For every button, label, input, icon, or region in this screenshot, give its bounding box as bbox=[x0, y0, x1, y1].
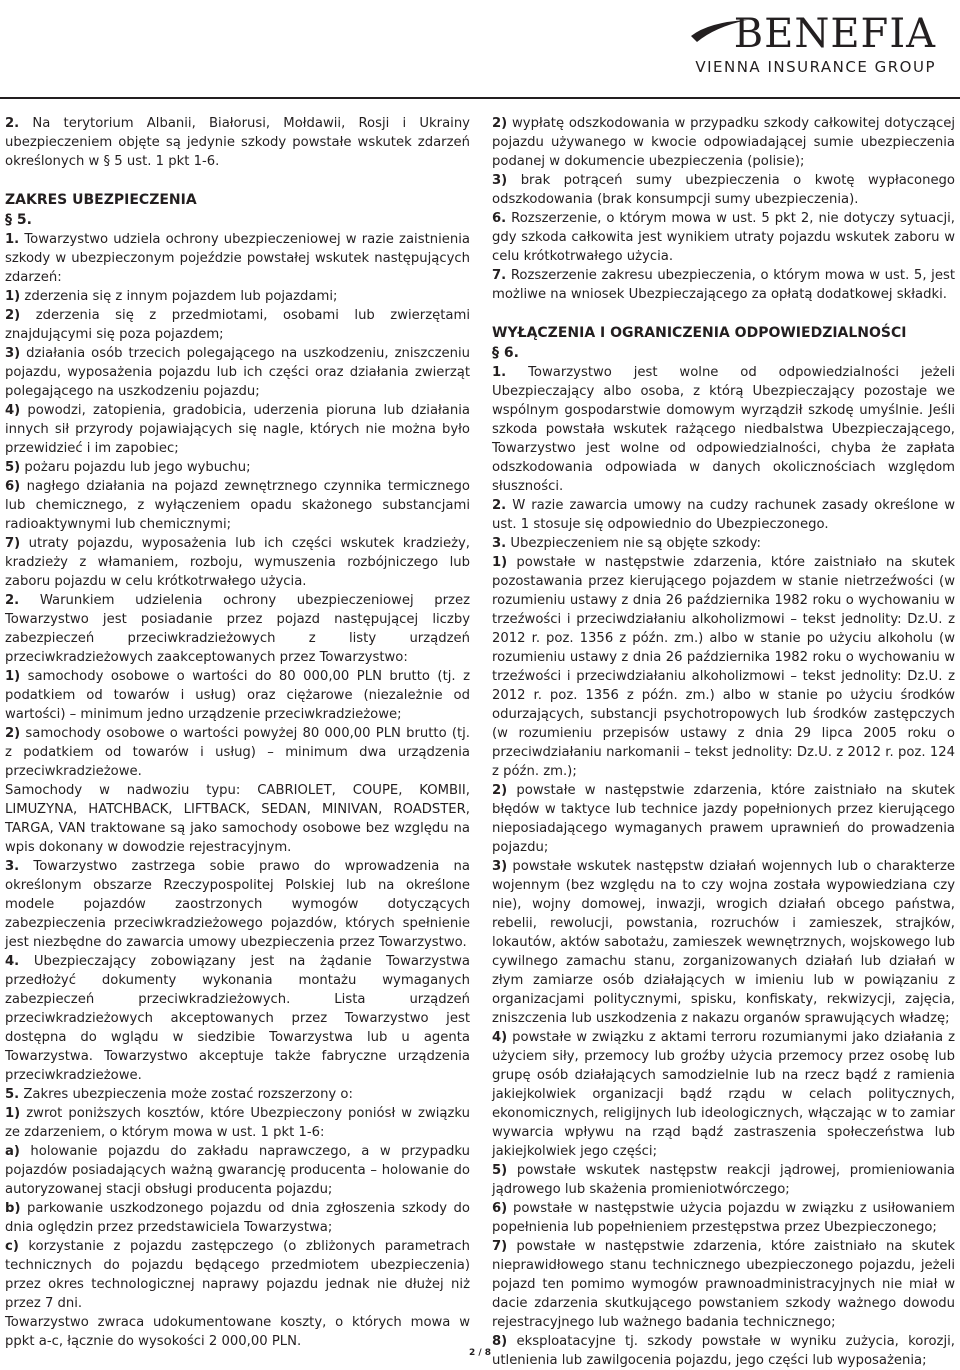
clause-text: zderzenia się z innym pojazdem lub pojazdami; bbox=[20, 289, 338, 304]
clause-paragraph bbox=[492, 209, 955, 266]
clause-number: 2) bbox=[5, 308, 21, 323]
clause-text: W razie zawarcia umowy na cudzy rachunek zasady określone w ust. 1 stosuje się odpowiednio do Ubezpieczonego. bbox=[492, 498, 955, 532]
clause-number: 2) bbox=[492, 116, 508, 131]
clause-text: powstałe w następstwie zdarzenia, które zaistniało na skutek nieprawidłowego stanu technicznego ubezpieczonego pojazdu, jeżeli pojazd ten pomimo wymogów prawnoadministracyjnych nie miał w dacie zdarzenia skutkującego powstaniem szkody ważnego dowodu rejestracyjnego lub ważnego badania technicznego; bbox=[492, 1239, 955, 1330]
clause-number: b) bbox=[5, 1201, 21, 1216]
clause-paragraph bbox=[5, 114, 470, 171]
clause-text: Ubezpieczający zobowiązany jest na żądanie Towarzystwa przedłożyć dokumenty wykonania montażu wymaganych zabezpieczeń przeciwkradzieżowych. Lista urządzeń przeciwkradzieżowych akceptowanych przez Towarzystwo jest dostępna do wglądu w siedzibie Towarzystwa lub u agenta Towarzystwa. Towarzystwo akceptuje także fabryczne urządzenia przeciwkradzieżowe. bbox=[5, 954, 470, 1083]
clause-number: 3) bbox=[492, 173, 508, 188]
clause-paragraph bbox=[5, 952, 470, 1085]
left-column bbox=[5, 114, 470, 1351]
clause-number: 7) bbox=[5, 536, 21, 551]
brand-logo bbox=[695, 12, 936, 76]
section-heading: ZAKRES UBEZPIECZENIA bbox=[5, 192, 197, 208]
clause-number: 1. bbox=[5, 232, 20, 247]
brand-subtitle: VIENNA INSURANCE GROUP bbox=[695, 58, 936, 76]
clause-paragraph bbox=[5, 667, 470, 724]
brand-name: BENEFIA bbox=[733, 11, 936, 57]
clause-paragraph bbox=[5, 306, 470, 344]
clause-paragraph bbox=[5, 1237, 470, 1313]
clause-number: 8) bbox=[492, 1334, 508, 1349]
clause-text: zderzenia się z przedmiotami, osobami lub zwierzętami znajdującymi się poza pojazdem; bbox=[5, 308, 470, 342]
clause-paragraph bbox=[5, 591, 470, 667]
right-column bbox=[492, 114, 955, 1370]
clause-number: 1) bbox=[5, 669, 21, 684]
clause-number: c) bbox=[5, 1239, 19, 1254]
clause-paragraph bbox=[492, 114, 955, 171]
clause-paragraph bbox=[492, 171, 955, 209]
clause-text: Zakres ubezpieczenia może zostać rozszerzony o: bbox=[19, 1087, 353, 1102]
spacer bbox=[5, 171, 470, 190]
clause-number: 1) bbox=[5, 289, 21, 304]
clause-paragraph bbox=[5, 534, 470, 591]
clause-paragraph bbox=[492, 534, 955, 553]
clause-text: Towarzystwo zwraca udokumentowane koszty, o których mowa w ppkt a-c, łącznie do wysokości 2 000,00 PLN. bbox=[5, 1315, 470, 1349]
clause-paragraph bbox=[5, 1142, 470, 1199]
clause-text: Ubezpieczeniem nie są objęte szkody: bbox=[506, 536, 761, 551]
clause-paragraph bbox=[492, 1028, 955, 1161]
clause-text: korzystanie z pojazdu zastępczego (o zbliżonych parametrach technicznych do pojazdu będącego przedmiotem ubezpieczenia) przez okres technologicznej naprawy pojazdu jednak nie dłużej niż przez 7 dni. bbox=[5, 1239, 470, 1311]
clause-number: 7) bbox=[492, 1239, 508, 1254]
clause-number: 3) bbox=[492, 859, 508, 874]
section-heading: § 6. bbox=[492, 345, 519, 361]
clause-text: powstałe wskutek następstw reakcji jądrowej, promieniowania jądrowego lub skażenia promieniotwórczego; bbox=[492, 1163, 955, 1197]
clause-text: Warunkiem udzielenia ochrony ubezpieczeniowej przez Towarzystwo jest posiadanie przez pojazd następującej liczby zabezpieczeń przeciwkradzieżowych z listy urządzeń przeciwkradzieżowych zaakceptowanych przez Towarzystwo: bbox=[5, 593, 470, 665]
clause-text: Towarzystwo zastrzega sobie prawo do wprowadzenia na określonym obszarze Rzeczypospolitej Polskiej lub na określone modele pojazdów zaostrzonych wymogów dotyczących zabezpieczenia przeciwkradzieżowego pojazdów, których spełnienie jest niezbędne do zawarcia umowy ubezpieczenia przez Towarzystwo. bbox=[5, 859, 470, 950]
clause-paragraph bbox=[5, 857, 470, 952]
clause-text: działania osób trzecich polegającego na uszkodzeniu, zniszczeniu pojazdu, wyposażenia pojazdu lub ich części oraz działania zwierząt polegającego na uszkodzeniu pojazdu; bbox=[5, 346, 470, 399]
clause-text: nagłego działania na pojazd zewnętrznego czynnika termicznego lub chemicznego, z wyłączeniem opadu skażonego substancjami radioaktywnymi lub chemicznymi; bbox=[5, 479, 470, 532]
clause-paragraph bbox=[492, 363, 955, 496]
clause-text: Na terytorium Albanii, Białorusi, Mołdawii, Rosji i Ukrainy ubezpieczeniem objęte są jedynie szkody powstałe wskutek zdarzeń określonych w § 5 ust. 1 pkt 1-6. bbox=[5, 116, 470, 169]
clause-number: 2) bbox=[492, 783, 508, 798]
header-divider bbox=[0, 97, 960, 99]
clause-text: powstałe w następstwie użycia pojazdu w związku z usiłowaniem popełnienia lub popełnieniem przestępstwa przez Ubezpieczonego; bbox=[492, 1201, 955, 1235]
clause-number: 2. bbox=[5, 593, 20, 608]
clause-paragraph bbox=[5, 344, 470, 401]
clause-text: powstałe w związku z aktami terroru rozumianymi jako działania z użyciem siły, przemocy lub groźby użycia przemocy przez osobę lub grupę osób działających samodzielnie lub na rzecz bądź z ramienia jakiejkolwiek organizacji bądź rządu w celach politycznych, ekonomicznych, religijnych lub ideologicznych, włączając w to zamiar wywarcia wpływu na rząd bądź zastraszenia społeczeństwa lub jakiejkolwiek jego części; bbox=[492, 1030, 955, 1159]
clause-paragraph bbox=[492, 857, 955, 1028]
clause-number: 4) bbox=[492, 1030, 508, 1045]
clause-text: powstałe w następstwie zdarzenia, które zaistniało na skutek pozostawania przez kierującego pojazdem w stanie nietrzeźwości (w rozumieniu ustawy z dnia 26 października 1982 roku o wychowaniu w trzeźwości i przeciwdziałaniu alkoholizmowi – tekst jednolity: Dz.U. z 2012 r. poz. 1356 z późn. zm.) albo w stanie po użyciu alkoholu (w rozumieniu ustawy z dnia 26 października 1982 roku o wychowaniu w trzeźwości i przeciwdziałaniu alkoholizmowi – tekst jednolity: Dz.U. z 2012 r. poz. 1356 z późn. zm.) albo w stanie po użyciu środków odurzających, substancji psychotropowych lub środków zastępczych (w rozumieniu przepisów ustawy z dnia 29 lipca 2005 roku o przeciwdziałaniu narkomanii – tekst jednolity: Dz.U. z 2012 r. poz. 124 z późn. zm.); bbox=[492, 555, 955, 779]
clause-paragraph bbox=[492, 553, 955, 781]
clause-text: eksploatacyjne tj. szkody powstałe w wyniku zużycia, korozji, utlenienia lub zawilgocenia pojazdu, jego części lub wyposażenia; bbox=[492, 1334, 955, 1368]
clause-paragraph bbox=[492, 1161, 955, 1199]
clause-paragraph bbox=[5, 458, 470, 477]
clause-number: 6) bbox=[5, 479, 21, 494]
clause-text: samochody osobowe o wartości do 80 000,00 PLN brutto (tj. z podatkiem od towarów i usług) oraz ciężarowe (niezależnie od wartości) – minimum jedno urządzenie przeciwkradzieżowe; bbox=[5, 669, 470, 722]
clause-number: 4) bbox=[5, 403, 21, 418]
section-heading: § 5. bbox=[5, 212, 32, 228]
clause-number: 5) bbox=[492, 1163, 508, 1178]
clause-text: zwrot poniższych kosztów, które Ubezpieczony poniósł w związku ze zdarzeniem, o którym mowa w ust. 1 pkt 1-6: bbox=[5, 1106, 470, 1140]
clause-paragraph bbox=[492, 266, 955, 304]
clause-number: a) bbox=[5, 1144, 20, 1159]
clause-number: 1) bbox=[5, 1106, 21, 1121]
clause-text: samochody osobowe o wartości powyżej 80 000,00 PLN brutto (tj. z podatkiem od towarów i usług) – minimum dwa urządzenia przeciwkradzieżowe. bbox=[5, 726, 470, 779]
clause-number: 1. bbox=[492, 365, 507, 380]
clause-number: 5) bbox=[5, 460, 21, 475]
clause-text: powstałe w następstwie zdarzenia, które zaistniało na skutek błędów w taktyce lub technice jazdy popełnionych przez kierującego nieposiadającego wymaganych prawem uprawnień do prowadzenia pojazdu; bbox=[492, 783, 955, 855]
clause-paragraph bbox=[5, 1104, 470, 1142]
clause-number: 4. bbox=[5, 954, 20, 969]
clause-number: 7. bbox=[492, 268, 507, 283]
clause-number: 1) bbox=[492, 555, 508, 570]
clause-number: 3. bbox=[5, 859, 20, 874]
clause-paragraph bbox=[5, 401, 470, 458]
clause-paragraph bbox=[492, 1237, 955, 1332]
clause-text: holowanie pojazdu do zakładu naprawczego, a w przypadku pojazdów posiadających ważną gwarancję producenta – holowanie do autoryzowanej stacji obsługi producenta pojazdu; bbox=[5, 1144, 470, 1197]
clause-number: 3) bbox=[5, 346, 21, 361]
clause-paragraph bbox=[492, 496, 955, 534]
clause-text: Rozszerzenie zakresu ubezpieczenia, o którym mowa w ust. 5, jest możliwe na wniosek Ubezpieczającego za opłatą dodatkowej składki. bbox=[492, 268, 955, 302]
clause-text: utraty pojazdu, wyposażenia lub ich części wskutek kradzieży, kradzieży z włamaniem, rozboju, wymuszenia rozbójniczego lub zaboru pojazdu w celu krótkotrwałego użycia. bbox=[5, 536, 470, 589]
section-heading: WYŁĄCZENIA I OGRANICZENIA ODPOWIEDZIALNOŚCI bbox=[492, 325, 907, 341]
page-number: 2 / 8 bbox=[468, 1348, 492, 1358]
clause-paragraph bbox=[5, 230, 470, 287]
clause-paragraph bbox=[5, 1085, 470, 1104]
clause-text: Rozszerzenie, o którym mowa w ust. 5 pkt 2, nie dotyczy sytuacji, gdy szkoda całkowita jest wynikiem utraty pojazdu wskutek zaboru w celu krótkotrwałego użycia. bbox=[492, 211, 955, 264]
clause-paragraph bbox=[492, 1199, 955, 1237]
clause-paragraph bbox=[5, 1199, 470, 1237]
clause-text: powodzi, zatopienia, gradobicia, uderzenia pioruna lub działania innych sił przyrody pojawiających się nagle, których nie można było przewidzieć i im zapobiec; bbox=[5, 403, 470, 456]
clause-number: 6) bbox=[492, 1201, 508, 1216]
clause-paragraph bbox=[5, 1313, 470, 1351]
clause-text: pożaru pojazdu lub jego wybuchu; bbox=[20, 460, 251, 475]
clause-text: Towarzystwo jest wolne od odpowiedzialności jeżeli Ubezpieczający albo osoba, z którą Ubezpieczający pozostaje we wspólnym gospodarstwie domowym wyrządził szkodę umyślnie. Jeśli szkoda powstała wskutek rażącego niedbalstwa Ubezpieczającego, Towarzystwo jest wolne od odpowiedzialności, chyba że zapłata odszkodowania odpowiada w danych okolicznościach względom słuszności. bbox=[492, 365, 955, 494]
clause-paragraph bbox=[5, 287, 470, 306]
clause-text: parkowanie uszkodzonego pojazdu od dnia zgłoszenia szkody do dnia oględzin przez przedstawiciela Towarzystwa; bbox=[5, 1201, 470, 1235]
clause-paragraph bbox=[5, 724, 470, 781]
clause-number: 2) bbox=[5, 726, 21, 741]
clause-paragraph bbox=[492, 781, 955, 857]
clause-text: powstałe wskutek następstw działań wojennych lub o charakterze wojennym (bez względu na to czy wojna została wypowiedziana czy nie), wojny domowej, inwazji, wrogich działań obcego państwa, rebelii, rewolucji, powstania, rozruchów i zamieszek, strajków, lokautów, aktów sabotażu, zamieszek wewnętrznych, wojskowego lub cywilnego zamachu stanu, zorganizowanych działań lub działań w złym zamiarze osób działających w imieniu lub w powiązaniu z organizacjami politycznymi, spisku, konfiskaty, rekwizycji, zajęcia, zniszczenia lub uszkodzenia z nakazu organów sprawujących władzę; bbox=[492, 859, 955, 1026]
spacer bbox=[492, 304, 955, 323]
clause-text: Towarzystwo udziela ochrony ubezpieczeniowej w razie zaistnienia szkody w ubezpieczonym pojeździe powstałej wskutek następujących zdarzeń: bbox=[5, 232, 470, 285]
clause-text: Samochody w nadwoziu typu: CABRIOLET, COUPE, KOMBII, LIMUZYNA, HATCHBACK, LIFTBACK, SEDAN, MINIVAN, ROADSTER, TARGA, VAN traktowane są jako samochody osobowe bez względu na wpis dokonany w dowodzie rejestracyjnym. bbox=[5, 783, 470, 855]
clause-paragraph bbox=[5, 477, 470, 534]
clause-text: brak potrąceń sumy ubezpieczenia o kwotę wypłaconego odszkodowania (brak konsumpcji sumy ubezpieczenia). bbox=[492, 173, 955, 207]
clause-text: wypłatę odszkodowania w przypadku szkody całkowitej dotyczącej pojazdu używanego w kwocie odpowiadającej sumie ubezpieczenia podanej w dokumencie ubezpieczenia (polisie); bbox=[492, 116, 955, 169]
logo-swoosh-icon bbox=[689, 18, 749, 48]
clause-number: 3. bbox=[492, 536, 507, 551]
clause-number: 2. bbox=[492, 498, 507, 513]
clause-number: 2. bbox=[5, 116, 20, 131]
clause-number: 5. bbox=[5, 1087, 20, 1102]
clause-number: 6. bbox=[492, 211, 507, 226]
clause-paragraph bbox=[5, 781, 470, 857]
